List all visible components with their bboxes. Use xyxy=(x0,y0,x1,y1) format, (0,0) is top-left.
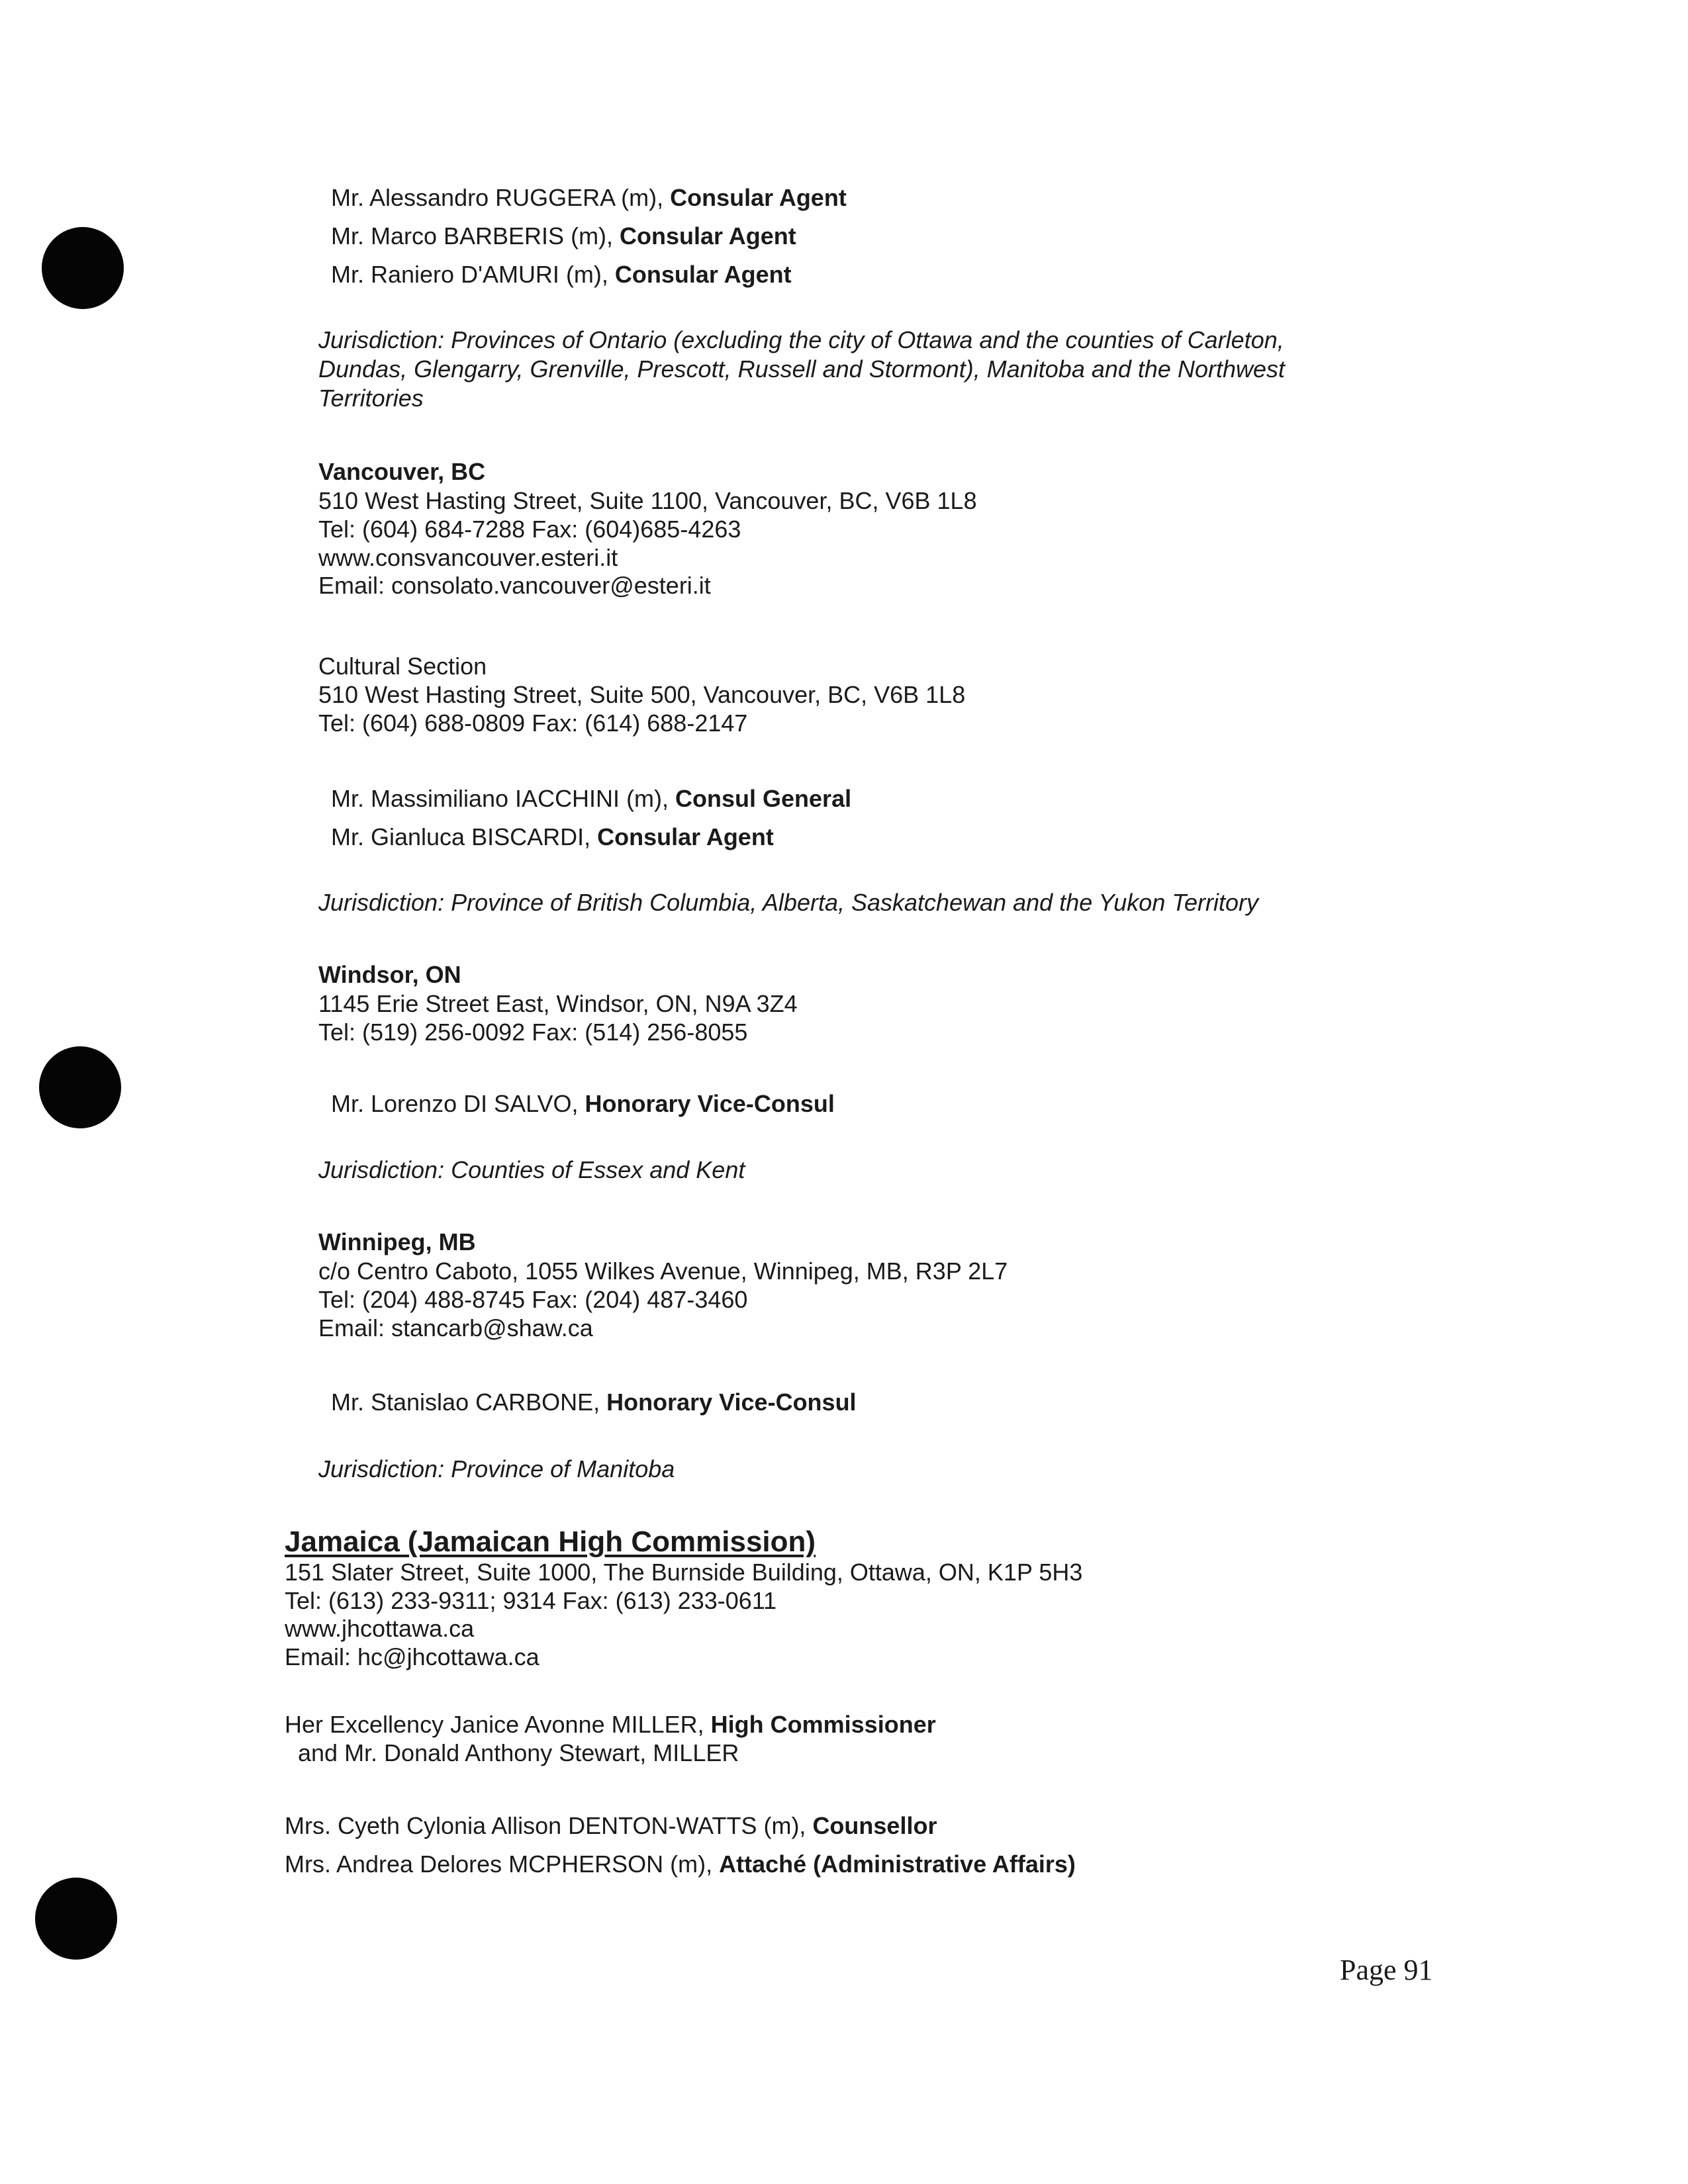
staff-line xyxy=(331,823,774,851)
office-website: www.consvancouver.esteri.it xyxy=(318,544,618,571)
office-phone: Tel: (204) 488-8745 Fax: (204) 487-3460 xyxy=(318,1286,748,1313)
cultural-phone: Tel: (604) 688-0809 Fax: (614) 688-2147 xyxy=(318,709,748,737)
office-email: Email: hc@jhcottawa.ca xyxy=(285,1643,539,1670)
agent-name: Mr. Alessandro RUGGERA (m), xyxy=(331,184,671,211)
office-address: 1145 Erie Street East, Windsor, ON, N9A 3Z4 xyxy=(318,990,798,1017)
agent-line xyxy=(331,222,796,250)
staff-title: Consular Agent xyxy=(597,823,774,850)
staff-name: Mr. Stanislao CARBONE, xyxy=(331,1388,607,1416)
jurisdiction-line: Territories xyxy=(318,385,424,412)
cultural-address: 510 West Hasting Street, Suite 500, Vancouver, BC, V6B 1L8 xyxy=(318,681,966,708)
agent-title: Consular Agent xyxy=(670,184,847,211)
cultural-section-label: Cultural Section xyxy=(318,653,487,680)
office-phone: Tel: (604) 684-7288 Fax: (604)685-4263 xyxy=(318,516,741,543)
staff-line xyxy=(331,1388,857,1416)
office-email: Email: consolato.vancouver@esteri.it xyxy=(318,572,711,599)
agent-name: Mr. Marco BARBERIS (m), xyxy=(331,222,620,250)
agent-line xyxy=(331,261,792,289)
office-address: c/o Centro Caboto, 1055 Wilkes Avenue, Winnipeg, MB, R3P 2L7 xyxy=(318,1257,1008,1285)
staff-title: Honorary Vice-Consul xyxy=(606,1388,857,1416)
jurisdiction-line: Jurisdiction: Provinces of Ontario (excluding the city of Ottawa and the counties of Carleton, xyxy=(318,326,1284,353)
staff-title: Counsellor xyxy=(812,1812,937,1839)
office-phone: Tel: (613) 233-9311; 9314 Fax: (613) 233-0611 xyxy=(285,1587,777,1614)
staff-title: High Commissioner xyxy=(710,1711,936,1738)
staff-line xyxy=(331,785,851,813)
staff-name: Her Excellency Janice Avonne MILLER, xyxy=(285,1711,711,1738)
staff-name: Mrs. Cyeth Cylonia Allison DENTON-WATTS (m), xyxy=(285,1812,813,1839)
staff-title: Attaché (Administrative Affairs) xyxy=(719,1850,1076,1878)
binder-hole-middle xyxy=(39,1046,121,1128)
office-address: 510 West Hasting Street, Suite 1100, Vancouver, BC, V6B 1L8 xyxy=(318,487,977,514)
jurisdiction-line: Dundas, Glengarry, Grenville, Prescott, Russell and Stormont), Manitoba and the Northwest xyxy=(318,355,1286,383)
agent-name: Mr. Raniero D'AMURI (m), xyxy=(331,261,615,288)
binder-hole-bottom xyxy=(35,1878,117,1960)
office-phone: Tel: (519) 256-0092 Fax: (514) 256-8055 xyxy=(318,1019,748,1046)
staff-name: Mr. Massimiliano IACCHINI (m), xyxy=(331,785,676,812)
staff-name: Mr. Gianluca BISCARDI, xyxy=(331,823,598,850)
staff-title: Honorary Vice-Consul xyxy=(585,1090,835,1117)
page-number: Page 91 xyxy=(1340,1954,1433,1986)
high-commissioner-line xyxy=(285,1711,936,1739)
staff-line xyxy=(331,1090,835,1118)
country-heading-jamaica: Jamaica (Jamaican High Commission) xyxy=(285,1525,816,1558)
office-heading-vancouver: Vancouver, BC xyxy=(318,458,486,485)
office-website: www.jhcottawa.ca xyxy=(285,1615,475,1642)
office-email: Email: stancarb@shaw.ca xyxy=(318,1314,593,1342)
jurisdiction-note xyxy=(318,326,1351,413)
jurisdiction-note: Jurisdiction: Counties of Essex and Kent xyxy=(318,1156,745,1183)
jurisdiction-note: Jurisdiction: Province of British Columbia, Alberta, Saskatchewan and the Yukon Territory xyxy=(318,889,1259,916)
staff-name: Mrs. Andrea Delores MCPHERSON (m), xyxy=(285,1850,720,1878)
jurisdiction-note: Jurisdiction: Province of Manitoba xyxy=(318,1455,675,1482)
staff-line xyxy=(285,1850,1076,1878)
office-heading-winnipeg: Winnipeg, MB xyxy=(318,1228,476,1255)
agent-line xyxy=(331,184,847,212)
staff-line xyxy=(285,1812,937,1840)
spouse-line: and Mr. Donald Anthony Stewart, MILLER xyxy=(298,1739,739,1766)
staff-name: Mr. Lorenzo DI SALVO, xyxy=(331,1090,585,1117)
agent-title: Consular Agent xyxy=(620,222,796,250)
office-heading-windsor: Windsor, ON xyxy=(318,961,461,988)
staff-title: Consul General xyxy=(675,785,852,812)
binder-hole-top xyxy=(42,227,124,309)
office-address: 151 Slater Street, Suite 1000, The Burnside Building, Ottawa, ON, K1P 5H3 xyxy=(285,1559,1083,1586)
agent-title: Consular Agent xyxy=(614,261,792,288)
